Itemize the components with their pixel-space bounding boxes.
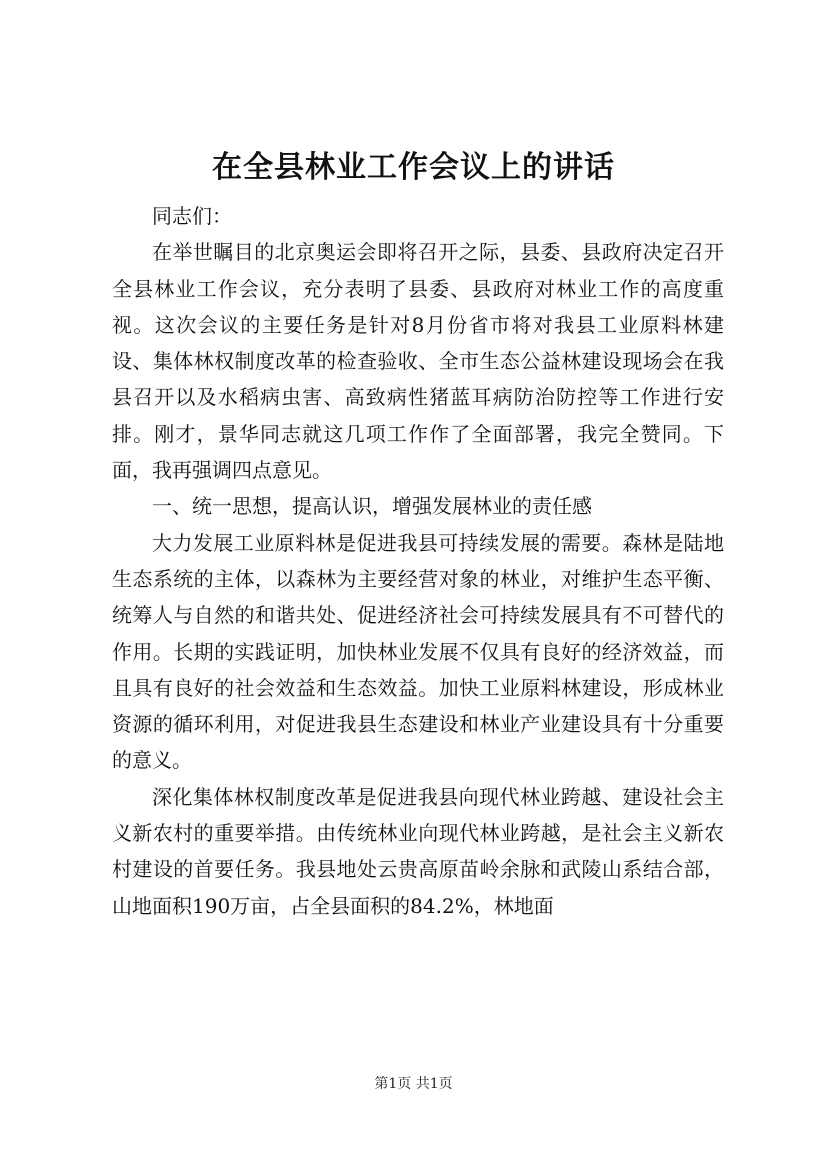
paragraph-intro: 在举世瞩目的北京奥运会即将召开之际，县委、县政府决定召开全县林业工作会议，充分表明了县委、县政府对林业工作的高度重视。这次会议的主要任务是针对8月份省市将对我县工业原料林建设、集体林权制度改革的检查验收、全市生态公益林建设现场会在我县召开以及水稻病虫害、高致病性猪蓝耳病防治防控等工作进行安排。刚才，景华同志就这几项工作作了全面部署，我完全赞同。下面，我再强调四点意见。 (112, 240, 724, 483)
document-title: 在全县林业工作会议上的讲话 (212, 150, 615, 185)
page-number-footer: 第1页 共1页 (374, 1076, 453, 1092)
paragraph-industrial-forest: 大力发展工业原料林是促进我县可持续发展的需要。森林是陆地生态系统的主体，以森林为主要经营对象的林业，对维护生态平衡、统筹人与自然的和谐共处、促进经济社会可持续发展具有不可替代的作用。长期的实践证明，加快林业发展不仅具有良好的经济效益，而且具有良好的社会效益和生态效益。加快工业原料林建设，形成林业资源的循环利用，对促进我县生态建设和林业产业建设具有十分重要的意义。 (112, 530, 724, 773)
salutation: 同志们： (152, 204, 232, 228)
paragraph-forest-reform: 深化集体林权制度改革是促进我县向现代林业跨越、建设社会主义新农村的重要举措。由传统林业向现代林业跨越，是社会主义新农村建设的首要任务。我县地处云贵高原苗岭余脉和武陵山系结合部，山地面积190万亩，占全县面积的84.2%，林地面 (112, 784, 724, 918)
section-heading-1: 一、统一思想，提高认识，增强发展林业的责任感 (152, 494, 592, 519)
document-body (112, 198, 724, 924)
